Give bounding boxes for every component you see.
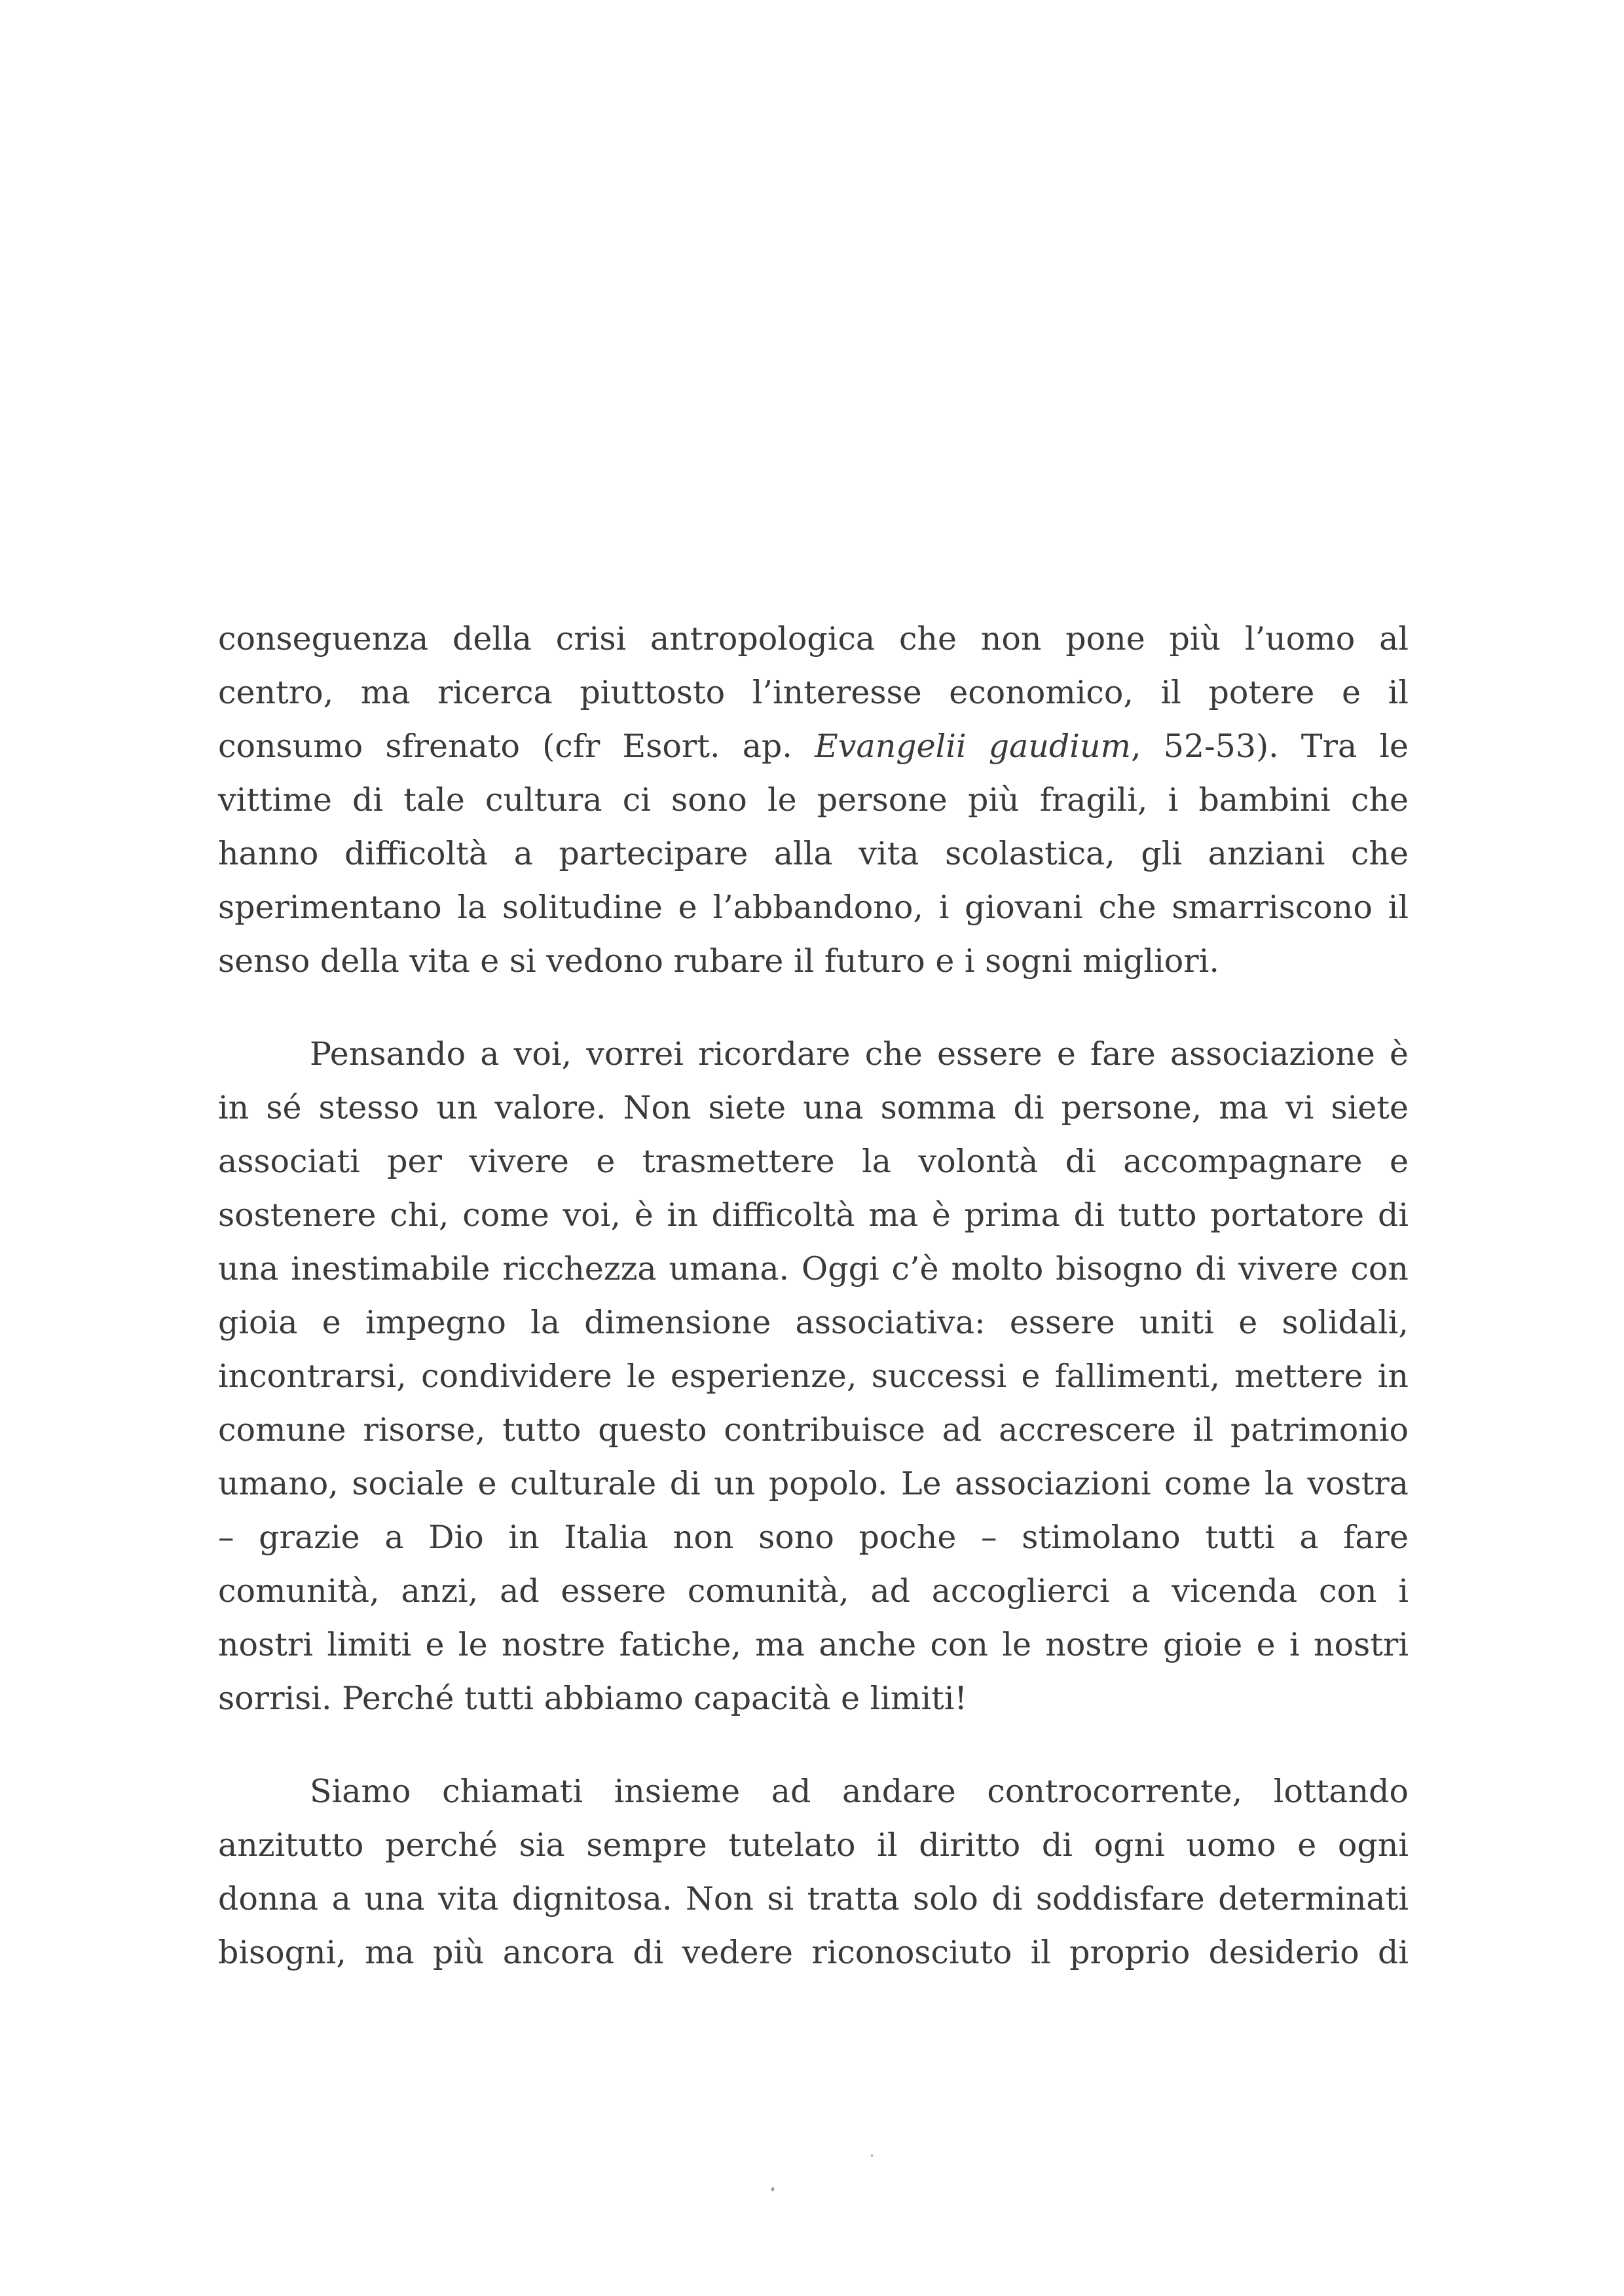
text-line: donna a una vita dignitosa. Non si tratta solo di soddisfare determinati	[218, 1880, 1409, 1917]
text-line: gioia e impegno la dimensione associativa: essere uniti e solidali,	[218, 1304, 1409, 1341]
text-line: in sé stesso un valore. Non siete una somma di persone, ma vi siete	[218, 1089, 1409, 1126]
scan-speck	[871, 2155, 873, 2157]
text-line	[218, 720, 1409, 773]
text-segment: , 52-53). Tra le	[1131, 728, 1409, 765]
text-line: sperimentano la solitudine e l’abbandono, i giovani che smarriscono il	[218, 889, 1409, 926]
citation-title: Evangelii gaudium	[815, 728, 1131, 765]
text-line: associati per vivere e trasmettere la volontà di accompagnare e	[218, 1143, 1409, 1180]
text-line: centro, ma ricerca piuttosto l’interesse economico, il potere e il	[218, 674, 1409, 711]
text-line: hanno difficoltà a partecipare alla vita scolastica, gli anziani che	[218, 835, 1409, 872]
text-line: una inestimabile ricchezza umana. Oggi c’è molto bisogno di vivere con	[218, 1250, 1409, 1287]
text-line: umano, sociale e culturale di un popolo. Le associazioni come la vostra	[218, 1465, 1409, 1502]
text-line: sorrisi. Perché tutti abbiamo capacità e limiti!	[218, 1680, 968, 1717]
text-segment: consumo sfrenato (cfr Esort. ap.	[218, 728, 815, 765]
text-line: conseguenza della crisi antropologica che non pone più l’uomo al	[218, 620, 1409, 657]
paragraph-1	[218, 612, 1409, 988]
text-line: anzitutto perché sia sempre tutelato il diritto di ogni uomo e ogni	[218, 1826, 1409, 1864]
text-line: nostri limiti e le nostre fatiche, ma anche con le nostre gioie e i nostri	[218, 1626, 1409, 1663]
text-line: comune risorse, tutto questo contribuisce ad accrescere il patrimonio	[218, 1411, 1409, 1449]
body-text	[218, 612, 1409, 1980]
text-line: sostenere chi, come voi, è in difficoltà ma è prima di tutto portatore di	[218, 1196, 1409, 1234]
text-line: vittime di tale cultura ci sono le persone più fragili, i bambini che	[218, 781, 1409, 819]
text-line: Siamo chiamati insieme ad andare controcorrente, lottando	[310, 1773, 1409, 1810]
paragraph-3	[218, 1765, 1409, 1980]
text-line: Pensando a voi, vorrei ricordare che essere e fare associazione è	[310, 1035, 1409, 1073]
text-line: senso della vita e si vedono rubare il futuro e i sogni migliori.	[218, 942, 1219, 980]
text-line: comunità, anzi, ad essere comunità, ad accoglierci a vicenda con i	[218, 1572, 1409, 1610]
text-line: bisogni, ma più ancora di vedere riconosciuto il proprio desiderio di	[218, 1934, 1409, 1971]
paragraph-2	[218, 1028, 1409, 1726]
text-line: incontrarsi, condividere le esperienze, successi e fallimenti, mettere in	[218, 1358, 1409, 1395]
text-line: – grazie a Dio in Italia non sono poche – stimolano tutti a fare	[218, 1519, 1409, 1556]
scan-speck	[771, 2187, 774, 2191]
